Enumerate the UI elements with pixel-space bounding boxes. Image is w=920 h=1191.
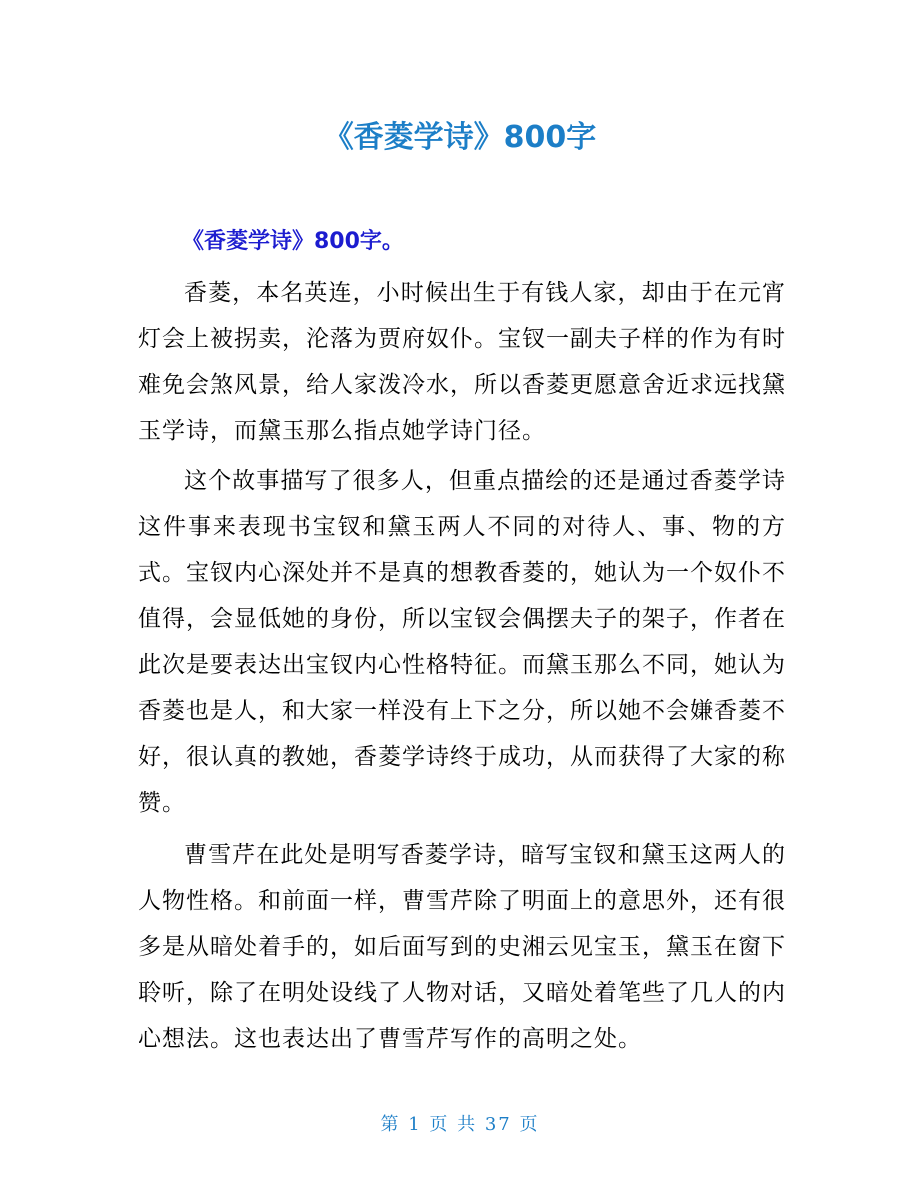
document-title: 《香菱学诗》800字 bbox=[323, 120, 597, 155]
document-subtitle: 《香菱学诗》800字。 bbox=[182, 229, 404, 254]
page-number-footer: 第 1 页 共 37 页 bbox=[380, 1114, 540, 1135]
paragraph-1: 香菱，本名英连，小时候出生于有钱人家，却由于在元宵灯会上被拐卖，沦落为贾府奴仆。宝钗一副夫子样的作为有时难免会煞风景，给人家泼冷水，所以香菱更愿意舍近求远找黛玉学诗，而黛玉那么指点她学诗门径。 bbox=[138, 280, 786, 444]
paragraph-2: 这个故事描写了很多人，但重点描绘的还是通过香菱学诗这件事来表现书宝钗和黛玉两人不同的对待人、事、物的方式。宝钗内心深处并不是真的想教香菱的，她认为一个奴仆不值得，会显低她的身份，所以宝钗会偶摆夫子的架子，作者在此次是要表达出宝钗内心性格特征。而黛玉那么不同，她认为香菱也是人，和大家一样没有上下之分，所以她不会嫌香菱不好，很认真的教她，香菱学诗终于成功，从而获得了大家的称赞。 bbox=[138, 468, 786, 816]
paragraph-3: 曹雪芹在此处是明写香菱学诗，暗写宝钗和黛玉这两人的人物性格。和前面一样，曹雪芹除了明面上的意思外，还有很多是从暗处着手的，如后面写到的史湘云见宝玉，黛玉在窗下聆听，除了在明处设线了人物对话，又暗处着笔些了几人的内心想法。这也表达出了曹雪芹写作的高明之处。 bbox=[138, 842, 786, 1052]
